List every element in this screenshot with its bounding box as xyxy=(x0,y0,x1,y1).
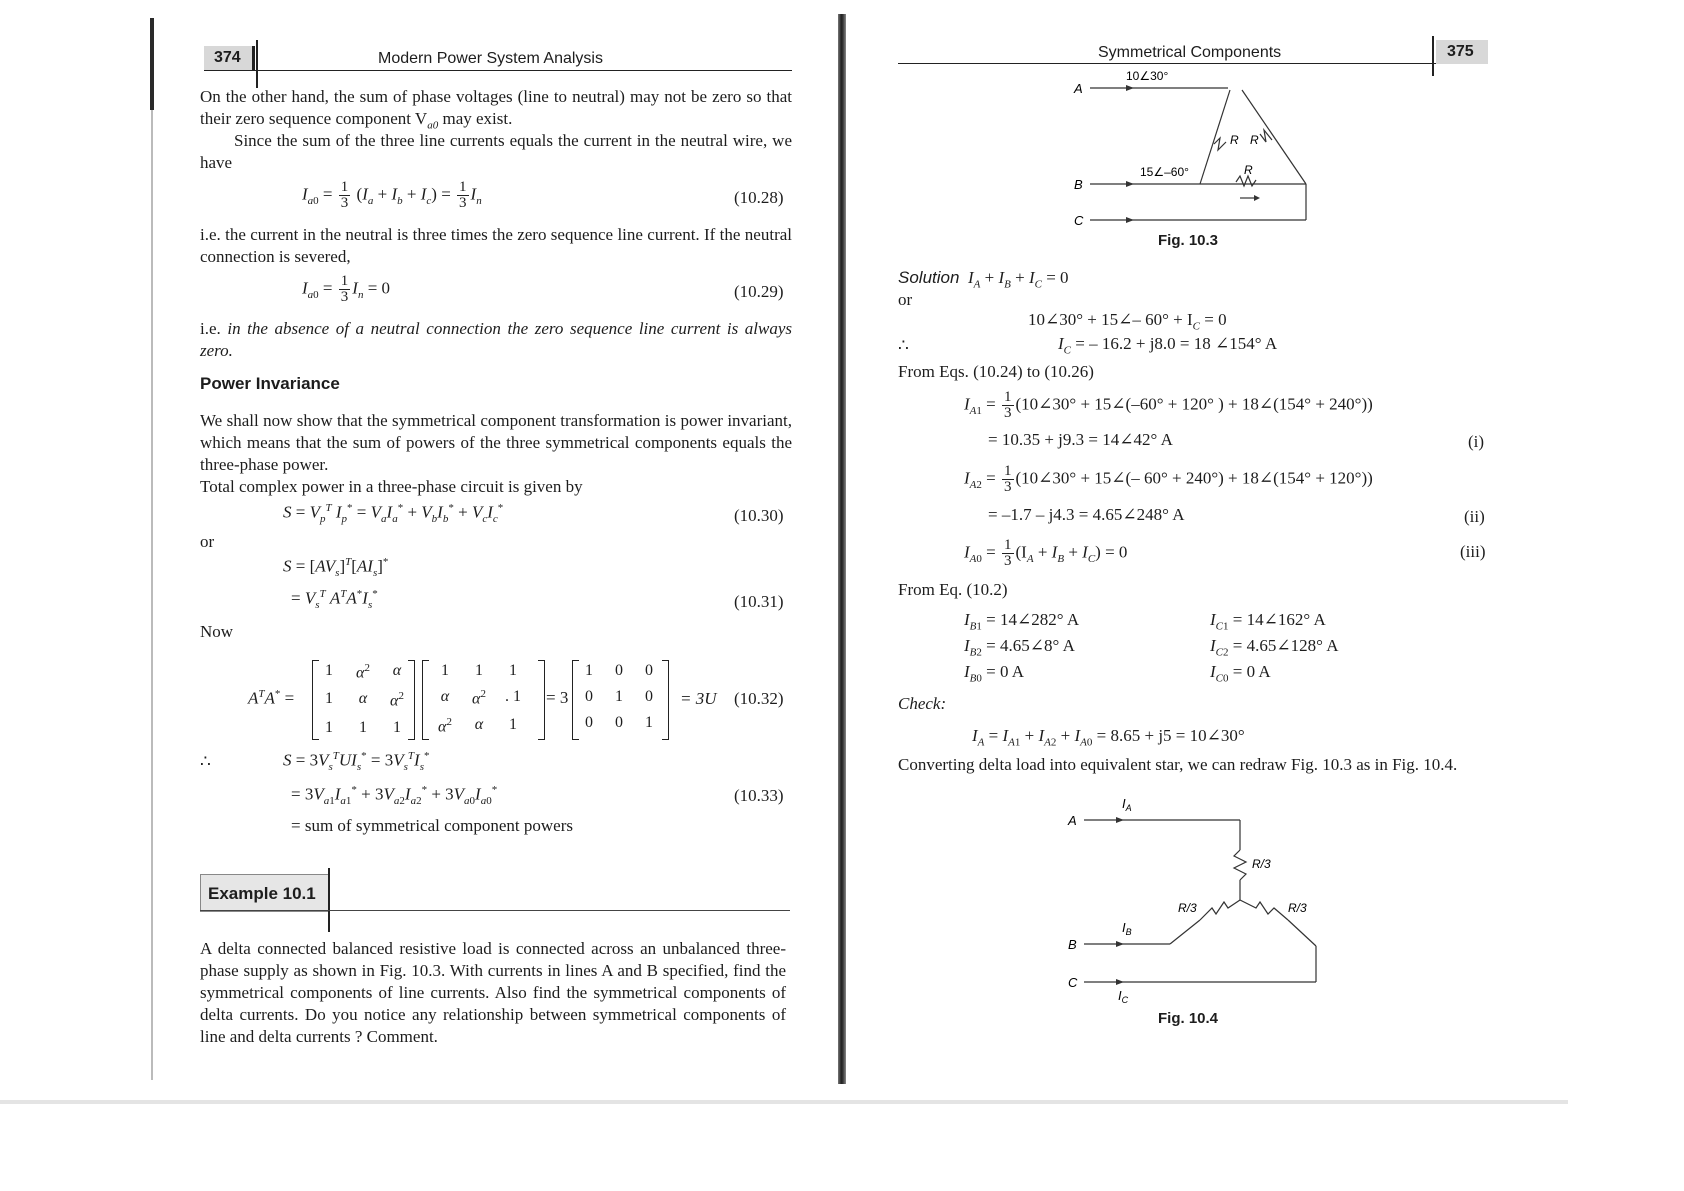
figure-10-4 xyxy=(1060,790,1330,1012)
solution-line: Solution $I_A + I_B + I_C = 0$ xyxy=(898,268,1069,291)
ib0: $I_{B0} = 0$ A xyxy=(964,662,1025,685)
ic0: $I_{C0} = 0$ A xyxy=(1210,662,1271,685)
therefore-symbol-left: ∴ xyxy=(200,752,211,771)
fig3-arrow-bottom-head xyxy=(1254,195,1260,201)
fig4-current-b-label: $I_B$ xyxy=(1122,920,1132,937)
fig4-arrow-a-head xyxy=(1116,817,1124,823)
ia2-equation: $I_{A2}$ = $\frac{1}{3}$ (10∠30° + 15∠(– 60° + 240°) + 18∠(154° + 120°)) xyxy=(964,463,1373,495)
ia1-equation: $I_{A1}$ = $\frac{1}{3}$ (10∠30° + 15∠(–60° + 120° ) + 18∠(154° + 240°)) xyxy=(964,389,1373,421)
ia2-value: = –1.7 – j4.3 = 4.65∠248° A xyxy=(988,505,1185,524)
fig4-line-c-label: C xyxy=(1068,975,1078,990)
paragraph-power-invariant: We shall now show that the symmetrical component transformation is power invariant, which means that the sum of powers of the three symmetrical components equals the three-phase power. xyxy=(200,411,792,474)
example-text: A delta connected balanced resistive load is connected across an unbalanced three-phase supply as shown in Fig. 10.3. With currents in lines A and B specified, find the symmetrical components of line currents. Also find the symmetrical components of delta currents. Do you notice any relationship between symmetrical components of line and delta currents ? Comment. xyxy=(200,939,786,1046)
figure-10-3 xyxy=(1060,64,1320,232)
ia0-equation: $I_{A0}$ = $\frac{1}{3}$ $(I_A + I_B + I_C) = 0$ xyxy=(964,537,1128,569)
page-number-right: 375 xyxy=(1447,43,1474,60)
fig4-right-to-riser xyxy=(1288,920,1316,946)
left-page-edge xyxy=(150,18,154,110)
ic1: $I_{C1}$ = 14∠162° A xyxy=(1210,610,1326,633)
fig3-current-a-label: 10∠30° xyxy=(1126,69,1169,83)
converting-text: Converting delta load into equivalent star, we can redraw Fig. 10.3 as in Fig. 10.4. xyxy=(898,755,1458,774)
page-number-tick xyxy=(256,40,258,88)
fig3-resistor-right-label: R xyxy=(1250,133,1259,147)
book-spine xyxy=(838,14,846,1084)
ia1-value: = 10.35 + j9.3 = 14∠42° A xyxy=(988,430,1173,449)
paragraph-line-currents: Since the sum of the three line currents equals the current in the neutral wire, we have xyxy=(200,131,792,172)
equation-number-10-29: (10.29) xyxy=(734,282,784,301)
fig4-resistor-top xyxy=(1234,850,1246,880)
equation-number-10-28: (10.28) xyxy=(734,188,784,207)
fig4-resistor-right xyxy=(1240,900,1288,920)
fig3-delta-top-to-left xyxy=(1200,90,1230,184)
ia0-tag: (iii) xyxy=(1460,542,1486,561)
equation-number-10-32: (10.32) xyxy=(734,689,784,708)
equation-10-32-lhs: $A^TA^*$ = xyxy=(248,688,295,708)
fig4-line-b-label: B xyxy=(1068,937,1077,952)
fig4-caption: Fig. 10.4 xyxy=(1158,1010,1219,1027)
sum-of-powers-line: = sum of symmetrical component powers xyxy=(291,816,574,835)
fig3-resistor-bottom-label: R xyxy=(1244,163,1253,177)
ic2: $I_{C2}$ = 4.65∠128° A xyxy=(1210,636,1339,659)
fig4-resistor-left-label: R/3 xyxy=(1178,901,1197,915)
left-page-edge-lower xyxy=(151,110,153,1080)
check-equation: $I_A = I_{A1} + I_{A2} + I_{A0} = 8.65 + j5$ = 10∠30° xyxy=(972,726,1245,749)
equation-10-31-line2: = $V_s^T$ $A^TA^*I_s^*$ xyxy=(291,588,378,612)
ia1-tag: (i) xyxy=(1468,432,1485,451)
equation-10-33-line2: = $3V_{a1}I_{a1}^* + 3V_{a2}I_{a2}^* + 3V_{a0}I_{a0}^*$ xyxy=(291,784,498,808)
paragraph-neutral-current: i.e. the current in the neutral is three times the zero sequence line current. If the neutral connection is severed, xyxy=(200,225,792,266)
fig3-line-c-label: C xyxy=(1074,213,1084,228)
fig4-resistor-right-label: R/3 xyxy=(1288,901,1307,915)
or-label-right: or xyxy=(898,290,913,309)
matrix3-identity: 1 0 0 0 1 0 0 0 1 xyxy=(585,662,653,731)
equation-number-10-33: (10.33) xyxy=(734,786,784,805)
running-head-right: Symmetrical Components xyxy=(1098,44,1282,61)
example-rule xyxy=(200,910,790,911)
now-label: Now xyxy=(200,622,234,641)
paragraph-complex-power: Total complex power in a three-phase circuit is given by xyxy=(200,477,583,496)
from-eq-line: From Eq. (10.2) xyxy=(898,580,1008,599)
fig3-resistor-left xyxy=(1214,138,1226,150)
header-rule xyxy=(204,70,792,71)
fig3-caption: Fig. 10.3 xyxy=(1158,232,1219,249)
fig3-arrow-a-head xyxy=(1126,85,1134,91)
page-number-tick-right xyxy=(1432,36,1434,76)
equation-10-32-rhs: = 3U xyxy=(680,689,717,708)
paragraph-phase-voltages: On the other hand, the sum of phase voltages (line to neutral) may not be zero so that their zero sequence component $V_{a0}$ may exist. xyxy=(200,87,792,132)
section-heading: Power Invariance xyxy=(200,374,340,393)
ic-result: $I_C$ = – 16.2 + j8.0 = 18 ∠154° A xyxy=(1058,334,1278,357)
fig4-current-c-label: $I_C$ xyxy=(1118,988,1129,1005)
or-label-left: or xyxy=(200,532,215,551)
fig3-arrow-b-head xyxy=(1126,181,1134,187)
page-number: 374 xyxy=(214,49,241,66)
equation-10-31-line1: $S = [AV_s]^T[AI_s]^*$ xyxy=(283,556,389,580)
fig3-arrow-c-head xyxy=(1126,217,1134,223)
fig4-line-a-label: A xyxy=(1068,813,1077,828)
fig3-line-a-label: A xyxy=(1074,81,1083,96)
equation-number-10-30: (10.30) xyxy=(734,506,784,525)
fig4-arrow-b-head xyxy=(1116,941,1124,947)
fig4-arrow-c-head xyxy=(1116,979,1124,985)
check-label: Check: xyxy=(898,694,947,713)
fig3-line-b-label: B xyxy=(1074,177,1083,192)
matrix1: 1 $\alpha^2$ α 1 α $\alpha^2$ 1 1 1 xyxy=(325,662,404,736)
therefore-symbol-right: ∴ xyxy=(898,336,909,355)
matrix2: 1 1 1 α $\alpha^2$ . 1 $\alpha^2$ α 1 xyxy=(438,662,521,736)
matrix2-right-bracket xyxy=(538,660,545,740)
fig4-b-join xyxy=(1170,920,1200,944)
from-eqs-line: From Eqs. (10.24) to (10.26) xyxy=(898,362,1094,381)
example-label: Example 10.1 xyxy=(208,884,316,903)
fig3-current-b-label: 15∠–60° xyxy=(1140,165,1189,179)
example-box-tick xyxy=(328,868,330,932)
ib2: $I_{B2}$ = 4.65∠8° A xyxy=(964,636,1075,659)
equation-10-28: $I_{a0}$ = $\frac{1}{3}$ $(I_a + I_b + I_c)$ = $\frac{1}{3}$ $I_n$ xyxy=(302,179,482,211)
fig4-resistor-left xyxy=(1200,900,1240,920)
running-head: Modern Power System Analysis xyxy=(378,50,603,67)
ia2-tag: (ii) xyxy=(1464,507,1485,526)
line-current-sum: 10∠30° + 15∠– $60^\circ + I_C = 0$ xyxy=(1028,310,1227,333)
matrix-equals-three: = 3 xyxy=(546,688,569,707)
equation-10-29: $I_{a0}$ = $\frac{1}{3}$ $I_n = 0$ xyxy=(302,273,391,305)
equation-10-33-line1: $S = 3V_s^TUI_s^* = 3V_s^TI_s^*$ xyxy=(283,750,430,774)
fig3-resistor-left-label: R xyxy=(1230,133,1239,147)
fig4-resistor-top-label: R/3 xyxy=(1252,857,1271,871)
ib1: $I_{B1}$ = 14∠282° A xyxy=(964,610,1080,633)
fig4-current-a-label: $I_A$ xyxy=(1122,796,1132,813)
bottom-page-edge xyxy=(0,1100,1568,1104)
paragraph-absence-neutral: i.e. in the absence of a neutral connection the zero sequence line current is always zero. xyxy=(200,319,792,360)
equation-10-30: $S = V_p^T$ $I_p^* = V_aI_a^* + V_bI_b^* + V_cI_c^*$ xyxy=(283,502,504,526)
equation-number-10-31: (10.31) xyxy=(734,592,784,611)
